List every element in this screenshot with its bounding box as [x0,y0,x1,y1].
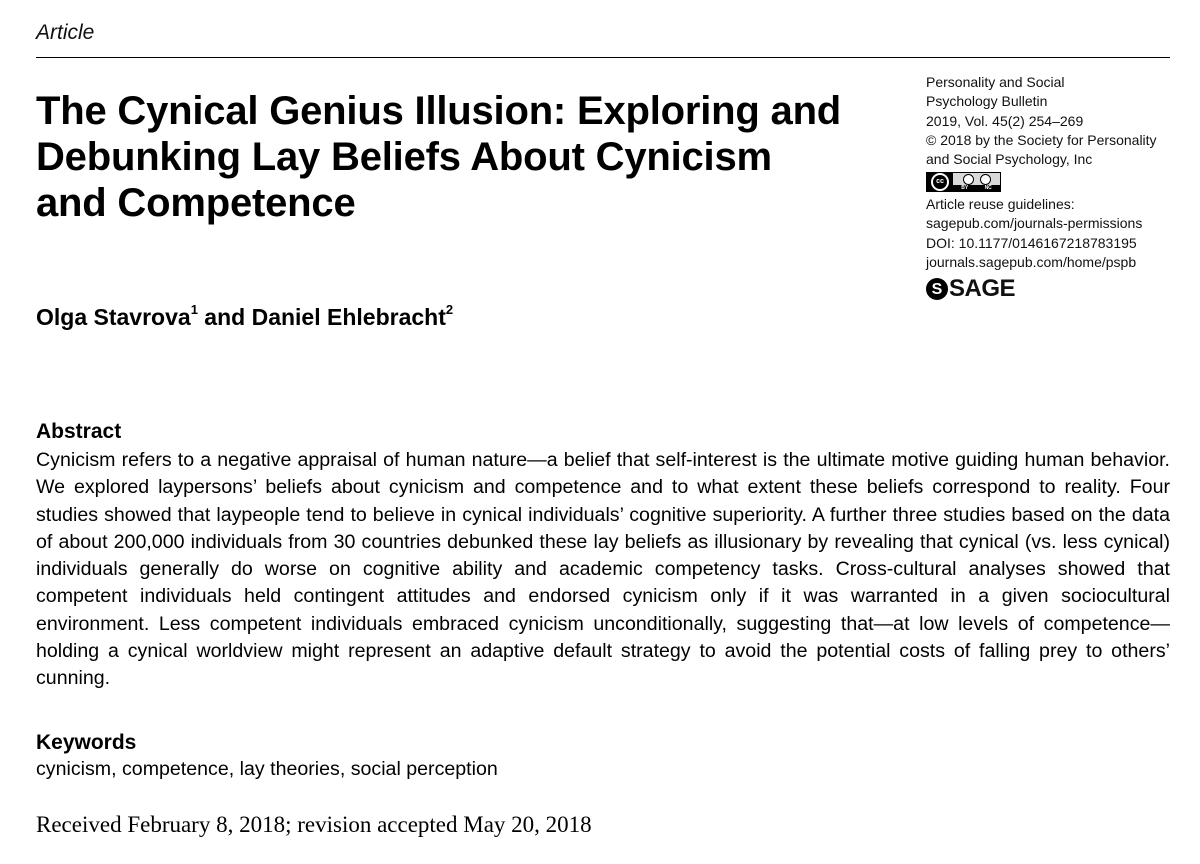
noncommercial-icon [980,174,991,185]
journal-link[interactable]: journals.sagepub.com/home/pspb [926,254,1137,271]
article-title [36,88,876,226]
cc-icon: cc [927,173,953,191]
journal-info [926,73,1176,302]
reuse-link[interactable]: sagepub.com/journals-permissions [926,215,1143,232]
journal-volume: 2019, Vol. 45(2) 254–269 [926,112,1084,129]
creative-commons-license-badge[interactable] [926,172,1001,192]
title-line: and Competence [36,181,356,225]
reuse-label: Article reuse guidelines: [926,196,1075,213]
author-list [36,304,453,331]
keywords-text: cynicism, competence, lay theories, social perception [36,758,498,780]
copyright-notice: © 2018 by the Society for Personality [926,131,1157,148]
author-affiliation: 1 [190,302,198,318]
copyright-notice: and Social Psychology, Inc [926,151,1093,168]
journal-name: Personality and Social [926,74,1065,90]
keywords-heading: Keywords [36,731,137,754]
license-tag: BY [961,185,969,192]
abstract-text: Cynicism refers to a negative appraisal of human nature—a belief that self-interest is the ultimate motive guiding human behavior. We explored laypersons’ beliefs about cynicism and competence and to what extent these beliefs correspond to reality. Four studies showed that laypeople tend to believe in cynical individuals’ cognitive superiority. A further three studies based on the data of about 200,000 individuals from 30 countries debunked these lay beliefs as illusionary by revealing that cynical (vs. less cynical) individuals generally do worse on cognitive ability and academic competency tasks. Cross-cultural analyses showed that competent individuals held contingent attitudes and endorsed cynicism only if it was warranted in a given sociocultural environment. Less competent individuals embraced cynicism unconditionally, suggesting that—at low levels of competence—holding a cynical worldview might represent an adaptive default strategy to avoid the potential costs of falling prey to others’ cunning. [36,449,1170,690]
sage-wordmark: SAGE [949,275,1016,303]
author-affiliation: 2 [445,302,454,318]
author-name: Daniel Ehlebracht [251,304,446,330]
received-dates: Received February 8, 2018; revision accepted May 20, 2018 [36,812,592,837]
person-icon [963,174,974,185]
title-line: The Cynical Genius Illusion: Exploring and [36,89,842,133]
doi-link[interactable]: DOI: 10.1177/0146167218783195 [926,234,1137,251]
journal-name: Psychology Bulletin [926,93,1048,110]
section-label: Article [36,21,95,44]
header-rule [36,57,1170,58]
title-line: Debunking Lay Beliefs About Cynicism [36,135,772,179]
sage-logo [926,276,1176,302]
license-tag: NC [984,185,992,192]
author-joiner: and [197,304,252,330]
sage-mark-icon: S [926,278,948,300]
author-name: Olga Stavrova [36,304,191,330]
abstract-heading: Abstract [36,420,122,443]
